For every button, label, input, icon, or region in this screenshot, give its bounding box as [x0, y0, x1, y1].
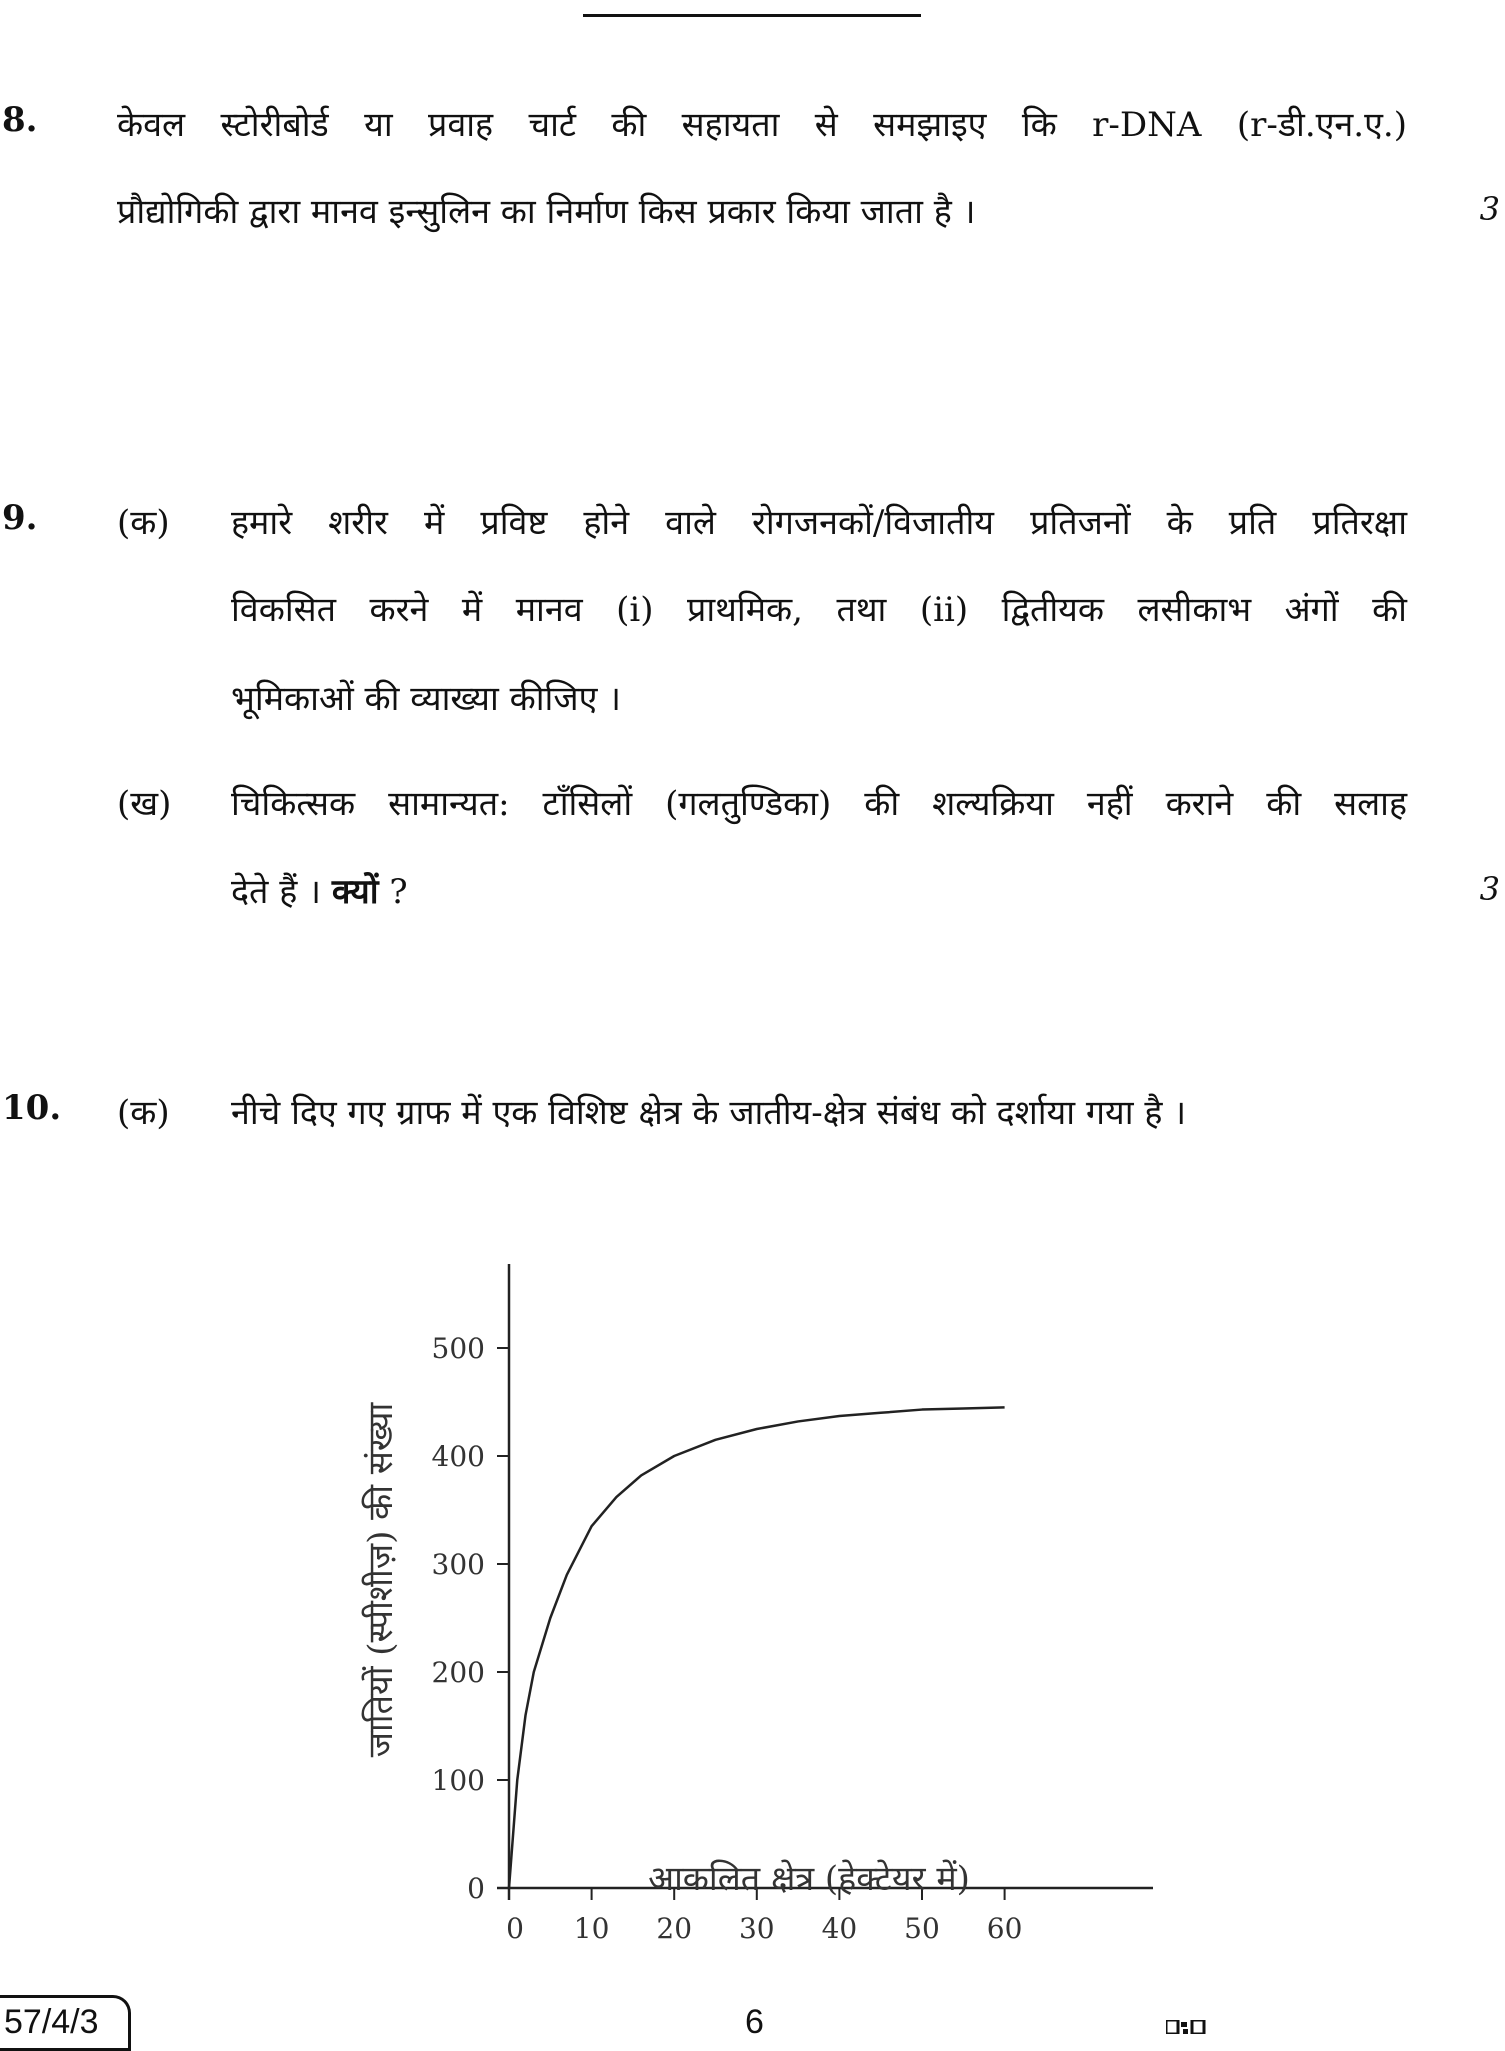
y-tick-label: 500	[431, 1332, 485, 1365]
x-axis-label: आकलित क्षेत्र (हेक्टेयर में)	[648, 1859, 970, 1899]
question-9b-label: (ख)	[117, 784, 172, 824]
x-tick-label: 20	[656, 1912, 693, 1945]
y-tick-label: 400	[431, 1440, 485, 1473]
question-8-line-1: केवल स्टोरीबोर्ड या प्रवाह चार्ट की सहायता से समझाइए कि r-DNA (r-डी.एन.ए.)	[117, 105, 1407, 145]
question-9a-label: (क)	[117, 503, 170, 543]
question-9-marks: 3	[1479, 870, 1500, 908]
question-9-number: 9.	[2, 498, 38, 538]
question-10a-line-1: नीचे दिए गए ग्राफ में एक विशिष्ट क्षेत्र के जातीय-क्षेत्र संबंध को दर्शाया गया है ।	[231, 1093, 1187, 1133]
x-tick-label: 40	[821, 1912, 858, 1945]
question-9b-line-1: चिकित्सक सामान्यत: टाँसिलों (गलतुण्डिका) की शल्यक्रिया नहीं कराने की सलाह	[231, 784, 1407, 824]
x-tick-label: 30	[738, 1912, 775, 1945]
x-tick-label: 10	[573, 1912, 610, 1945]
question-9b-emphasis: क्यों	[331, 872, 379, 912]
question-8-marks: 3	[1479, 190, 1500, 228]
x-tick-label: 60	[986, 1912, 1023, 1945]
question-8-number: 8.	[2, 100, 38, 140]
qr-code-icon	[1166, 2020, 1206, 2034]
y-axis-label: जातियों (स्पीशीज़) की संख्या	[361, 1402, 401, 1758]
question-10a-label: (क)	[117, 1093, 170, 1133]
question-8-line-2: प्रौद्योगिकी द्वारा मानव इन्सुलिन का निर्माण किस प्रकार किया जाता है ।	[117, 192, 976, 232]
y-tick-label: 100	[431, 1764, 485, 1797]
y-tick-label: 300	[431, 1548, 485, 1581]
paper-code: 57/4/3	[4, 2003, 99, 2041]
question-9a-line-1: हमारे शरीर में प्रविष्ट होने वाले रोगजनकों/विजातीय प्रतिजनों के प्रति प्रतिरक्षा	[231, 503, 1407, 543]
question-9a-line-3: भूमिकाओं की व्याख्या कीजिए ।	[231, 679, 622, 719]
question-9a-line-2: विकसित करने में मानव (i) प्राथमिक, तथा (ii) द्वितीयक लसीकाभ अंगों की	[231, 590, 1407, 630]
x-tick-label: 0	[506, 1912, 524, 1945]
question-9b-line-2-text: देते हैं ।	[231, 872, 321, 912]
y-tick-label: 0	[467, 1872, 485, 1905]
species-area-curve	[509, 1407, 1005, 1888]
question-10-number: 10.	[2, 1088, 62, 1128]
page-number: 6	[745, 2003, 764, 2041]
x-tick-label: 50	[904, 1912, 940, 1945]
question-9b-tail: ?	[378, 872, 408, 912]
y-tick-label: 200	[431, 1656, 485, 1689]
